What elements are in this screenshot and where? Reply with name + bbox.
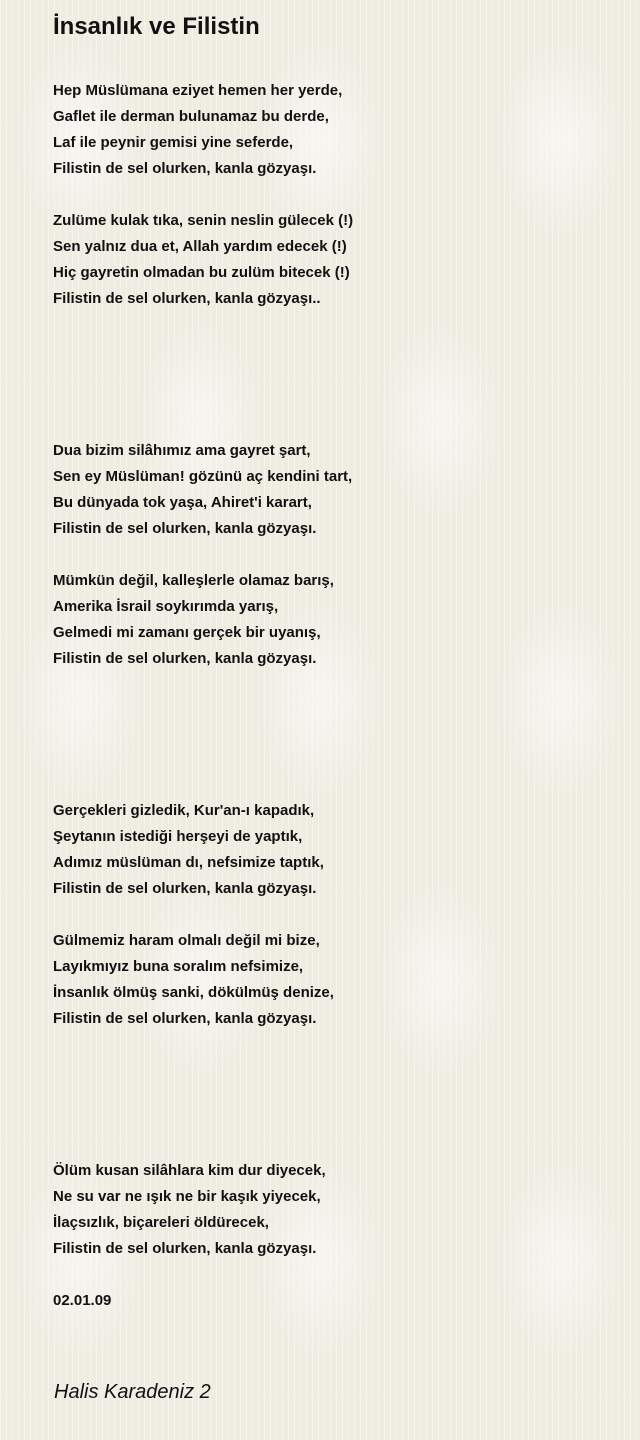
- poem-line: Laf ile peynir gemisi yine seferde,: [53, 134, 294, 151]
- stanza-2: [53, 208, 353, 312]
- poem-line: Filistin de sel olurken, kanla gözyaşı..: [53, 290, 321, 307]
- poem-line: Filistin de sel olurken, kanla gözyaşı.: [53, 650, 317, 667]
- poem-line: Gerçekleri gizledik, Kur'an-ı kapadık,: [53, 802, 315, 819]
- poem-line: İlaçsızlık, biçareleri öldürecek,: [53, 1214, 269, 1231]
- poem-line: Filistin de sel olurken, kanla gözyaşı.: [53, 1240, 317, 1257]
- poem-line: Zulüme kulak tıka, senin neslin gülecek (!): [53, 212, 354, 229]
- poem-line: Dua bizim silâhımız ama gayret şart,: [53, 442, 311, 459]
- stanza-7: [53, 1158, 326, 1262]
- stanza-6: [53, 928, 334, 1032]
- stanza-4: [53, 568, 334, 672]
- poem-line: Gaflet ile derman bulunamaz bu derde,: [53, 108, 329, 125]
- poem-line: Adımız müslüman dı, nefsimize taptık,: [53, 854, 324, 871]
- poem-line: Gülmemiz haram olmalı değil mi bize,: [53, 932, 320, 949]
- stanza-1: [53, 78, 342, 182]
- poem-line: İnsanlık ölmüş sanki, dökülmüş denize,: [53, 984, 334, 1001]
- poem-line: Filistin de sel olurken, kanla gözyaşı.: [53, 880, 317, 897]
- poem-line: Şeytanın istediği herşeyi de yaptık,: [53, 828, 303, 845]
- poem-line: Layıkmıyız buna soralım nefsimize,: [53, 958, 304, 975]
- poem-line: Amerika İsrail soykırımda yarış,: [53, 598, 279, 615]
- stanza-3: [53, 438, 352, 542]
- poem-line: Filistin de sel olurken, kanla gözyaşı.: [53, 520, 317, 537]
- poem-line: Filistin de sel olurken, kanla gözyaşı.: [53, 160, 317, 177]
- poem-title: İnsanlık ve Filistin: [53, 13, 260, 40]
- poem-date: 02.01.09: [53, 1292, 112, 1309]
- poem-line: Ölüm kusan silâhlara kim dur diyecek,: [53, 1162, 326, 1179]
- poem-line: Gelmedi mi zamanı gerçek bir uyanış,: [53, 624, 321, 641]
- poem-author[interactable]: Halis Karadeniz 2: [54, 1381, 211, 1403]
- poem-line: Mümkün değil, kalleşlerle olamaz barış,: [53, 572, 334, 589]
- poem-line: Sen ey Müslüman! gözünü aç kendini tart,: [53, 468, 353, 485]
- poem-line: Filistin de sel olurken, kanla gözyaşı.: [53, 1010, 317, 1027]
- stanza-5: [53, 798, 324, 902]
- poem-line: Bu dünyada tok yaşa, Ahiret'i karart,: [53, 494, 312, 511]
- poem-line: Hiç gayretin olmadan bu zulüm bitecek (!): [53, 264, 350, 281]
- poem-line: Ne su var ne ışık ne bir kaşık yiyecek,: [53, 1188, 321, 1205]
- poem-line: Sen yalnız dua et, Allah yardım edecek (!): [53, 238, 347, 255]
- poem-line: Hep Müslümana eziyet hemen her yerde,: [53, 82, 343, 99]
